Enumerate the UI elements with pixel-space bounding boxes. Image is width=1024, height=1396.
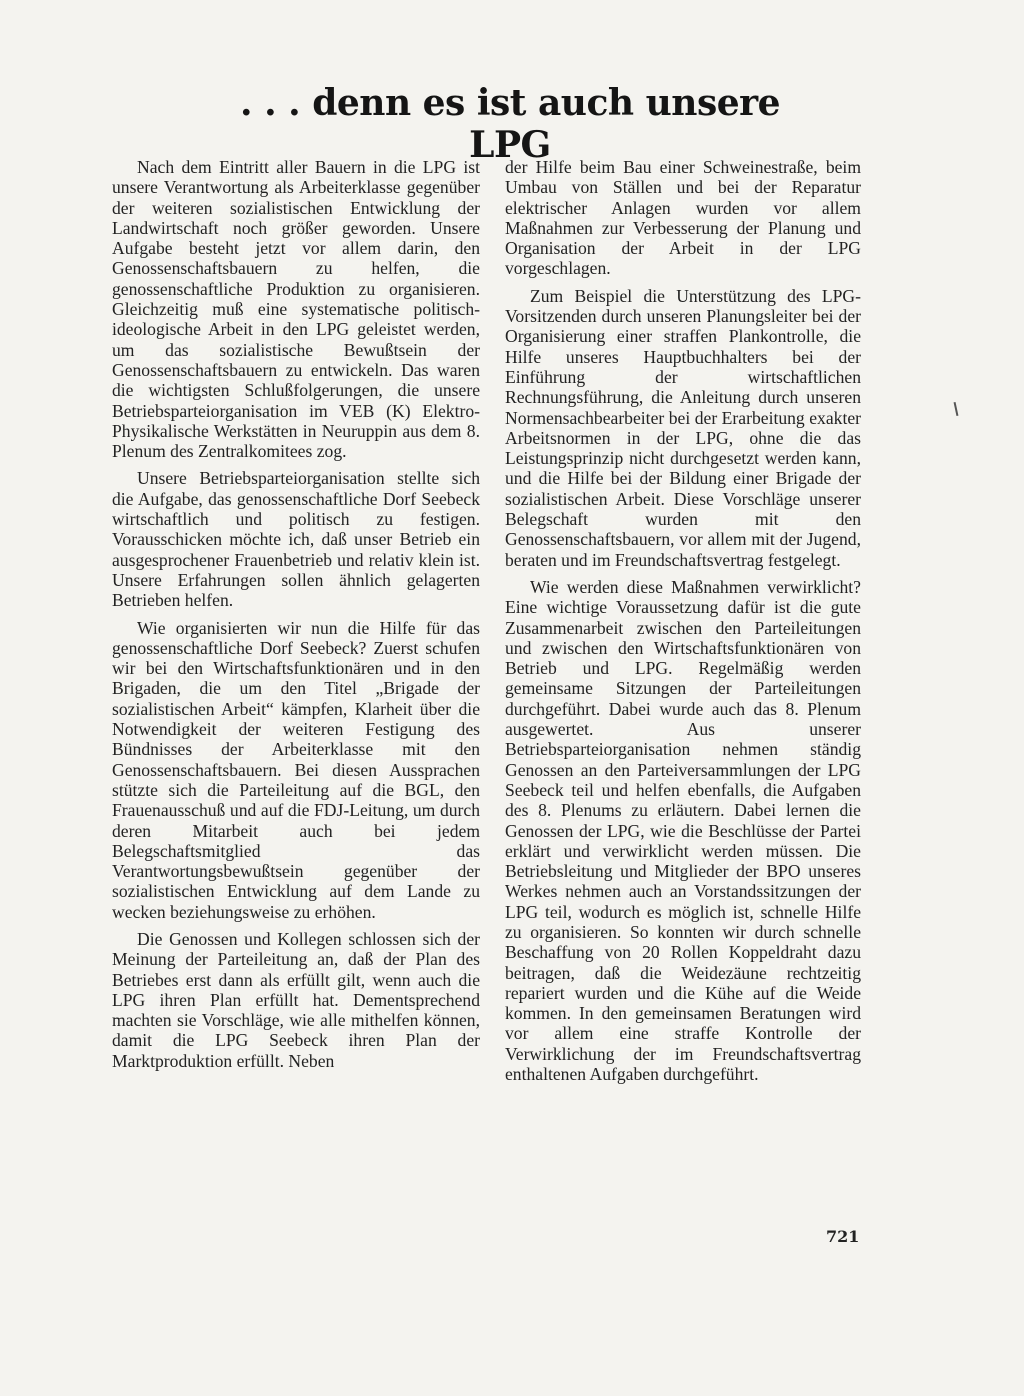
paragraph: Zum Beispiel die Unterstützung des LPG-Vorsitzenden durch unseren Planungsleiter bei der Organisierung einer straffen Plankontrolle, die Hilfe unseres Hauptbuchhalters bei der Einführung der wirtschaftlichen Rechnungsführung, die Anleitung durch unseren Normensachbearbeiter bei der Erarbeitung exakter Arbeitsnormen in der LPG, ohne die das Leistungsprinzip nicht durchgesetzt werden kann, und die Hilfe bei der Bildung einer Brigade der sozialistischen Arbeit. Diese Vorschläge unserer Belegschaft wurden mit den Genossenschaftsbauern, vor allem mit der Jugend, beraten und im Freundschaftsvertrag festgelegt. bbox=[505, 285, 861, 570]
margin-mark bbox=[954, 402, 959, 416]
paragraph: Nach dem Eintritt aller Bauern in die LPG ist unsere Verantwortung als Arbeiterklasse gegenüber der weiteren sozialistischen Entwicklung der Landwirtschaft noch größer geworden. Unsere Aufgabe besteht jetzt vor allem darin, den Genossenschaftsbauern zu helfen, die genossenschaftliche Produktion zu organisieren. Gleichzeitig muß eine systematische politisch-ideologische Arbeit in den LPG geleistet werden, um das sozialistische Bewußtsein der Genossenschaftsbauern zu entwickeln. Das waren die wichtigsten Schlußfolgerungen, die unsere Betriebsparteiorganisation im VEB (K) Elektro-Physikalische Werkstätten in Neuruppin aus dem 8. Plenum des Zentralkomitees zog. bbox=[112, 157, 480, 462]
article-title: . . . denn es ist auch unsere LPG bbox=[240, 82, 780, 166]
right-column bbox=[505, 157, 861, 1091]
paragraph: der Hilfe beim Bau einer Schweinestraße, beim Umbau von Ställen und bei der Reparatur elektrischer Anlagen wurden vor allem Maßnahmen zur Verbesserung der Planung und Organisation der Arbeit in der LPG vorgeschlagen. bbox=[505, 157, 861, 279]
left-column bbox=[112, 157, 480, 1078]
paragraph: Wie werden diese Maßnahmen verwirklicht? Eine wichtige Voraussetzung dafür ist die gute Zusammenarbeit zwischen den Parteileitungen und zwischen den Wirtschaftsfunktionären von Betrieb und LPG. Regelmäßig werden gemeinsame Sitzungen der Parteileitungen durchgeführt. Dabei wurde auch das 8. Plenum ausgewertet. Aus unserer Betriebsparteiorganisation nehmen ständig Genossen an den Parteiversammlungen der LPG Seebeck teil und helfen ebenfalls, die Aufgaben des 8. Plenums zu erläutern. Dabei lernen die Genossen der LPG, wie die Beschlüsse der Partei erklärt und verwirklicht werden müssen. Die Betriebsleitung und Mitglieder der BPO unseres Werkes nehmen auch an Vorstandssitzungen der LPG teil, wodurch es möglich ist, schnelle Hilfe zu organisieren. So konnten wir durch schnelle Beschaffung von 20 Rollen Koppeldraht dazu beitragen, daß die Weidezäune rechtzeitig repariert wurden und die Kühe auf die Weide kommen. In den gemeinsamen Beratungen wird vor allem eine straffe Kontrolle der Verwirklichung der im Freundschaftsvertrag enthaltenen Aufgaben durchgeführt. bbox=[505, 576, 861, 1085]
paragraph: Unsere Betriebsparteiorganisation stellte sich die Aufgabe, das genossenschaftliche Dorf Seebeck wirtschaftlich und politisch zu festigen. Vorausschicken möchte ich, daß unser Betrieb ein ausgesprochener Frauenbetrieb und relativ klein ist. Unsere Erfahrungen sollen ähnlich gelagerten Betrieben helfen. bbox=[112, 468, 480, 611]
page-number: 721 bbox=[826, 1227, 860, 1246]
paragraph: Wie organisierten wir nun die Hilfe für das genossenschaftliche Dorf Seebeck? Zuerst schufen wir bei den Wirtschaftsfunktionären und in den Brigaden, die um den Titel „Brigade der sozialistischen Arbeit“ kämpfen, Klarheit über die Notwendigkeit der weiteren Festigung des Bündnisses der Arbeiterklasse mit den Genossenschaftsbauern. Bei diesen Aussprachen stützte sich die Parteileitung auf die BGL, den Frauenausschuß und auf die FDJ-Leitung, um durch deren Mitarbeit auch bei jedem Belegschaftsmitglied das Verantwortungsbewußtsein gegenüber der sozialistischen Entwicklung auf dem Lande zu wecken beziehungsweise zu erhöhen. bbox=[112, 617, 480, 922]
paragraph: Die Genossen und Kollegen schlossen sich der Meinung der Parteileitung an, daß der Plan des Betriebes erst dann als erfüllt gilt, wenn auch die LPG ihren Plan erfüllt hat. Dementsprechend machten sie Vorschläge, wie alle mithelfen können, damit die LPG Seebeck ihren Plan der Marktproduktion erfüllt. Neben bbox=[112, 928, 480, 1071]
